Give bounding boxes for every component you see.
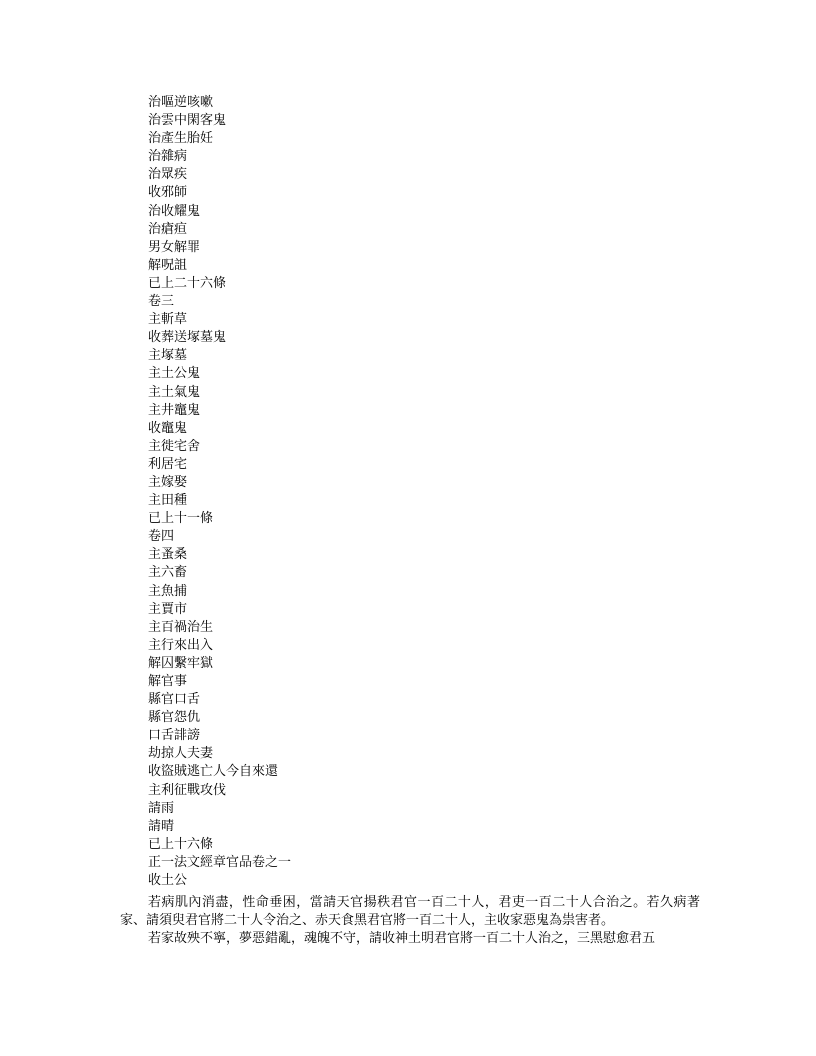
volume-heading: 卷三 (148, 294, 175, 310)
list-item: 主嫁娶 (148, 474, 188, 490)
list-item: 治嘔逆咳嗽 (148, 95, 214, 110)
list-item: 口舌誹謗 (148, 728, 201, 744)
list-item: 利居宅 (148, 456, 188, 472)
list-item: 解官事 (148, 674, 188, 689)
list-item: 解囚繫牢獄 (148, 655, 214, 671)
chapter-title: 正一法文經章官品卷之一 (148, 854, 292, 870)
volume-heading: 卷四 (148, 529, 175, 545)
list-item: 請晴 (148, 818, 175, 834)
list-item: 治收耀鬼 (148, 203, 201, 219)
list-item: 主魚捕 (148, 583, 188, 599)
section-heading: 收土公 (148, 873, 188, 889)
list-item: 主土氣鬼 (148, 384, 201, 400)
list-item: 收葬送塚墓鬼 (148, 330, 227, 346)
list-item: 收邪師 (148, 185, 188, 201)
list-item: 解呪詛 (148, 257, 188, 273)
list-item: 主賈市 (148, 601, 188, 617)
list-item: 縣官怨仇 (148, 710, 201, 726)
list-item: 主徙宅舍 (148, 438, 201, 454)
list-item: 請雨 (148, 800, 175, 816)
list-item: 主井竈鬼 (148, 402, 201, 418)
list-item: 縣官口舌 (148, 692, 201, 708)
list-item: 主斬草 (148, 312, 188, 328)
list-item: 治產生胎妊 (148, 131, 214, 147)
list-item: 男女解罪 (148, 239, 201, 255)
section-total: 已上十六條 (148, 836, 214, 852)
list-item: 治雜病 (148, 149, 188, 165)
list-item: 治雲中閑客鬼 (148, 113, 227, 129)
list-item: 劫掠人夫妻 (148, 746, 214, 762)
list-item: 治瘡疸 (148, 221, 188, 237)
list-item: 主塚墓 (148, 348, 188, 364)
list-item: 收竈鬼 (148, 420, 188, 436)
section-total: 已上十一條 (148, 511, 214, 527)
list-item: 收盜賊逃亡人今自來還 (148, 764, 279, 780)
list-item: 主行來出入 (148, 637, 214, 653)
list-item: 主利征戰攻伐 (148, 782, 227, 798)
list-item: 主田種 (148, 493, 188, 509)
list-item: 主六畜 (148, 565, 188, 581)
list-item: 主土公鬼 (148, 366, 201, 382)
section-total: 已上二十六條 (148, 275, 227, 291)
list-item: 主百禍治生 (148, 619, 214, 635)
body-paragraph: 若家故殃不寧，夢惡錯亂，魂魄不守，請收神土明君官將一百二十人治之，三黑慰愈君五 (148, 931, 656, 946)
list-item: 治眾疾 (148, 167, 188, 183)
list-item: 主蚤桑 (148, 547, 188, 563)
body-paragraph: 若病肌內消盡，性命垂困，當請天官揚秩君官一百二十人，君吏一百二十人合治之。若久病著家、請須臾君官將二十人令治之、赤天食黑君官將一百二十人，主收家惡鬼為祟害者。 (120, 895, 700, 929)
entry-list (148, 94, 291, 890)
